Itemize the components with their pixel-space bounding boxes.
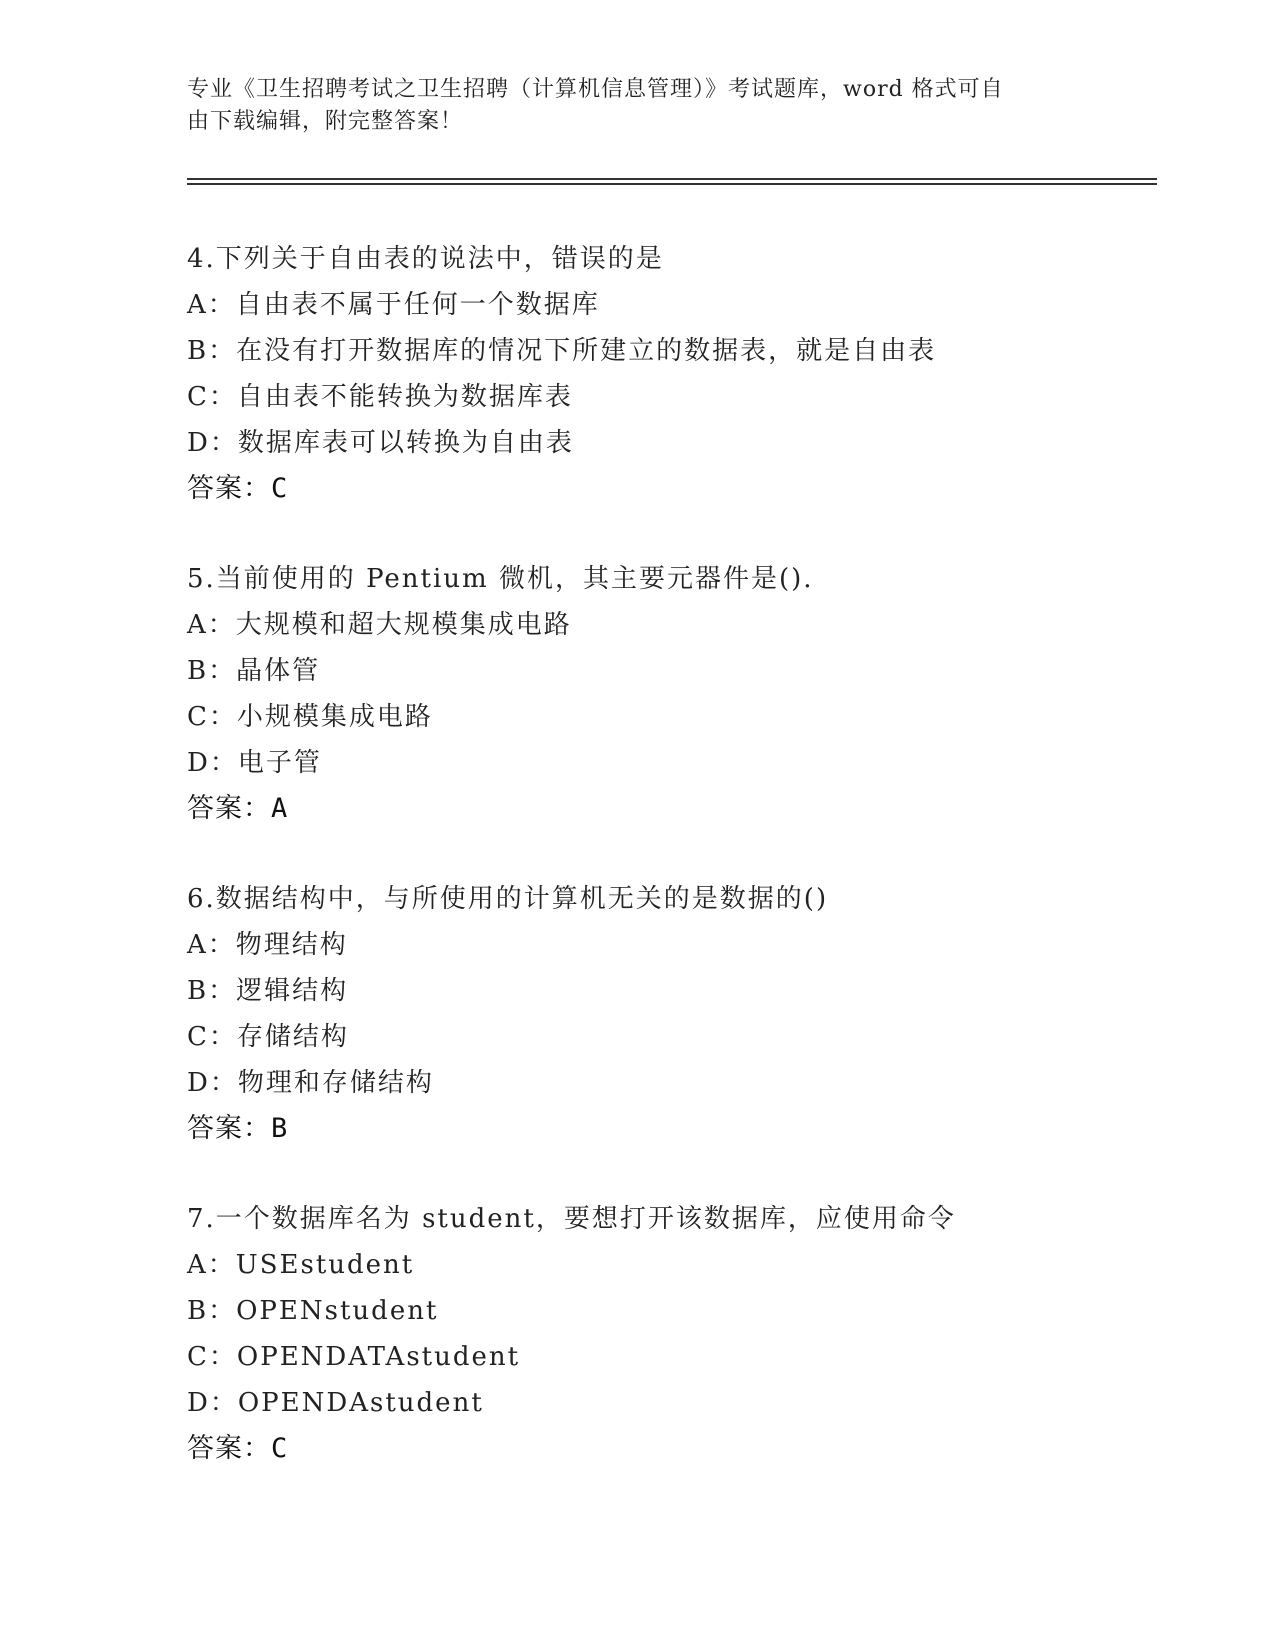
answer-label: 答案：	[187, 793, 271, 824]
answer-value: C	[271, 473, 289, 504]
option-a: A：大规模和超大规模集成电路	[187, 610, 572, 640]
document-header	[187, 74, 1087, 138]
question-7	[187, 1196, 1167, 1516]
option-c: C：存储结构	[187, 1022, 349, 1052]
header-divider-top	[187, 178, 1157, 180]
answer-value: A	[271, 793, 289, 824]
option-d: D：物理和存储结构	[187, 1068, 434, 1098]
option-d: D：数据库表可以转换为自由表	[187, 428, 574, 458]
answer-label: 答案：	[187, 473, 271, 504]
answer-value: C	[271, 1433, 289, 1464]
question-4	[187, 236, 1167, 556]
option-c: C：小规模集成电路	[187, 702, 433, 732]
option-d: D：电子管	[187, 748, 322, 778]
header-line-1: 专业《卫生招聘考试之卫生招聘（计算机信息管理）》考试题库，word 格式可自	[187, 77, 1004, 102]
header-line-2: 由下载编辑，附完整答案！	[187, 109, 464, 134]
question-5	[187, 556, 1167, 876]
answer-line	[187, 1106, 1167, 1152]
option-c: C：OPENDATAstudent	[187, 1342, 521, 1372]
answer-line	[187, 466, 1167, 512]
answer-line	[187, 1426, 1167, 1472]
question-list	[187, 236, 1167, 1516]
question-stem: 5.当前使用的 Pentium 微机，其主要元器件是().	[187, 564, 814, 594]
answer-line	[187, 786, 1167, 832]
option-c: C：自由表不能转换为数据库表	[187, 382, 573, 412]
question-stem: 4.下列关于自由表的说法中，错误的是	[187, 244, 664, 274]
question-stem: 6.数据结构中，与所使用的计算机无关的是数据的()	[187, 884, 829, 914]
answer-label: 答案：	[187, 1433, 271, 1464]
option-a: A：物理结构	[187, 930, 348, 960]
question-6	[187, 876, 1167, 1196]
option-a: A：USEstudent	[187, 1250, 415, 1280]
option-d: D：OPENDAstudent	[187, 1388, 484, 1418]
option-b: B：在没有打开数据库的情况下所建立的数据表，就是自由表	[187, 336, 937, 366]
answer-value: B	[271, 1113, 289, 1144]
answer-label: 答案：	[187, 1113, 271, 1144]
question-stem: 7.一个数据库名为 student，要想打开该数据库，应使用命令	[187, 1204, 956, 1234]
option-b: B：晶体管	[187, 656, 321, 686]
option-b: B：OPENstudent	[187, 1296, 439, 1326]
header-divider-bottom	[187, 183, 1157, 185]
option-a: A：自由表不属于任何一个数据库	[187, 290, 600, 320]
option-b: B：逻辑结构	[187, 976, 349, 1006]
